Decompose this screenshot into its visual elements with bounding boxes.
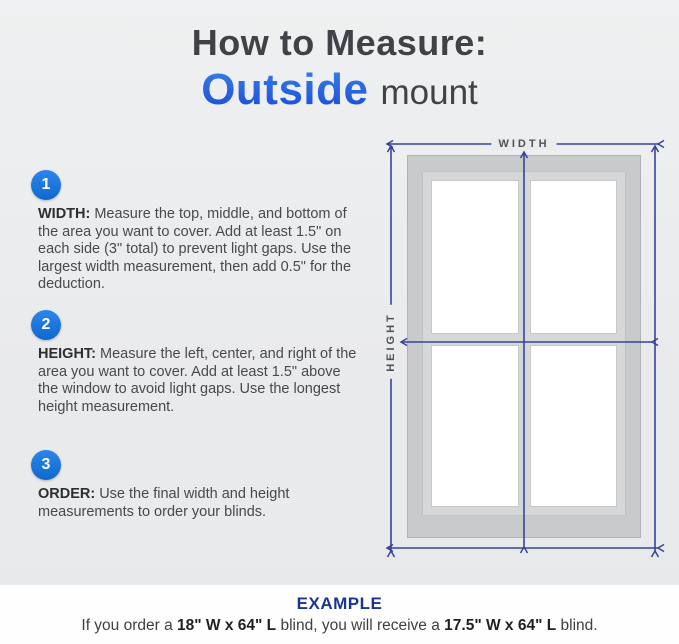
- step-3-number: 3: [41, 456, 51, 473]
- example-heading: EXAMPLE: [296, 594, 383, 613]
- step-1-number: 1: [41, 176, 51, 193]
- width-dimension-label: WIDTH: [491, 138, 556, 150]
- title-highlight-outside: Outside: [201, 65, 369, 114]
- title-suffix-mount: mount: [380, 73, 478, 112]
- step-2-number-badge: [31, 310, 61, 340]
- example-received-size: 17.5" W x 64" L: [444, 617, 557, 634]
- step-3-body: Use the final width and height measurements to order your blinds.: [38, 486, 290, 520]
- step-3-number-badge: [31, 450, 61, 480]
- example-ordered-size: 18" W x 64" L: [177, 617, 277, 634]
- step-1-body: Measure the top, middle, and bottom of the area you want to cover. Add at least 1.5" on each side (3" total) to prevent light gaps. Use the largest width measurement, then add 0.5" for the deduction.: [38, 206, 352, 292]
- window-measurement-diagram: [380, 130, 670, 560]
- step-2-number: 2: [41, 316, 51, 333]
- step-3-text: [38, 486, 364, 521]
- step-1-text: [38, 206, 364, 294]
- step-2-body: Measure the left, center, and right of the area you want to cover. Add at least 1.5" above the window to avoid light gaps. Use the longest height measurement.: [38, 346, 357, 415]
- example-sentence: [0, 617, 679, 635]
- measurement-arrows: [380, 130, 670, 560]
- step-1-label: WIDTH:: [38, 206, 91, 222]
- step-2-label: HEIGHT:: [38, 346, 96, 362]
- title-line-2: [0, 65, 679, 115]
- example-part3: blind.: [556, 617, 598, 634]
- example-footer: [0, 585, 679, 644]
- step-2-text: [38, 346, 364, 416]
- example-part1: If you order a: [81, 617, 178, 634]
- page-title: [0, 22, 679, 115]
- step-3-label: ORDER:: [38, 486, 96, 502]
- example-part2: blind, you will receive a: [276, 617, 445, 634]
- height-dimension-label: HEIGHT: [385, 305, 397, 379]
- step-1-number-badge: [31, 170, 61, 200]
- title-line-1: How to Measure:: [191, 22, 488, 63]
